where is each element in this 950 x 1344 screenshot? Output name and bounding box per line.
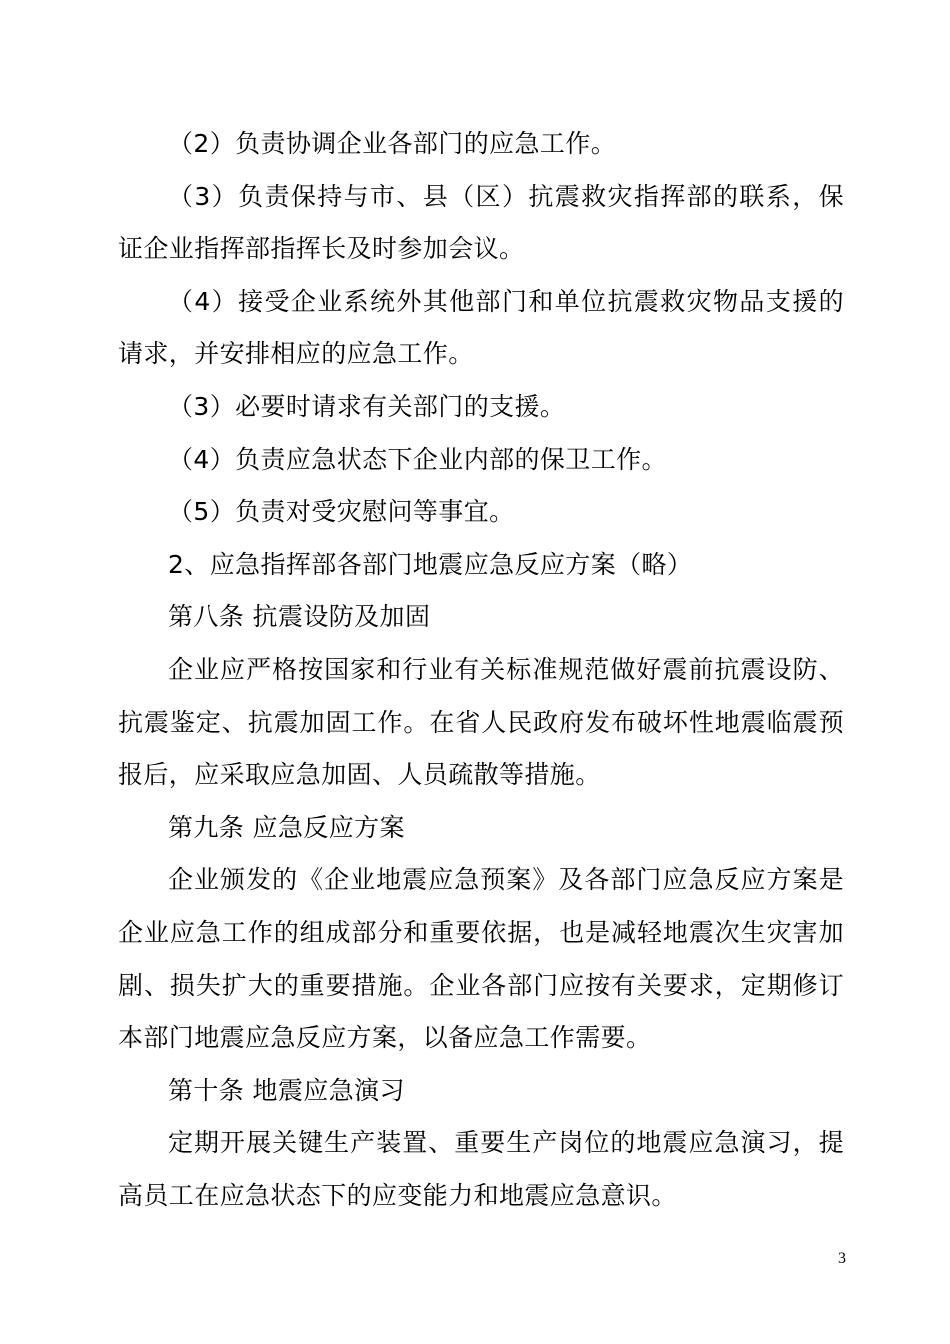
article-9-body: 企业颁发的《企业地震应急预案》及各部门应急反应方案是企业应急工作的组成部分和重要依据，也是减轻地震次生灾害加剧、损失扩大的重要措施。企业各部门应按有关要求，定期修订本部门地震应急反应方案，以备应急工作需要。 — [118, 865, 844, 1053]
paragraph-duty-3: （3）负责保持与市、县（区）抗震救灾指挥部的联系，保证企业指挥部指挥长及时参加会议。 — [118, 181, 844, 264]
page-number: 3 — [838, 1250, 846, 1267]
body-text — [118, 118, 844, 1222]
paragraph-section-2: 2、应急指挥部各部门地震应急反应方案（略） — [168, 549, 693, 579]
paragraph-duty-4: （4）接受企业系统外其他部门和单位抗震救灾物品支援的请求，并安排相应的应急工作。 — [118, 286, 844, 369]
paragraph-duty-3b: （3）必要时请求有关部门的支援。 — [168, 391, 566, 421]
article-9-heading: 第九条 应急反应方案 — [168, 812, 405, 842]
paragraph-duty-4b: （4）负责应急状态下企业内部的保卫工作。 — [168, 444, 667, 474]
article-8-body: 企业应严格按国家和行业有关标准规范做好震前抗震设防、抗震鉴定、抗震加固工作。在省人民政府发布破坏性地震临震预报后，应采取应急加固、人员疏散等措施。 — [118, 654, 844, 790]
paragraph-duty-5: （5）负责对受灾慰问等事宜。 — [168, 497, 515, 527]
article-8-heading: 第八条 抗震设防及加固 — [168, 602, 431, 632]
article-10-heading: 第十条 地震应急演习 — [168, 1075, 405, 1105]
paragraph-duty-2: （2）负责协调企业各部门的应急工作。 — [168, 129, 617, 158]
article-10-body: 定期开展关键生产装置、重要生产岗位的地震应急演习，提高员工在应急状态下的应变能力和地震应急意识。 — [118, 1128, 844, 1210]
